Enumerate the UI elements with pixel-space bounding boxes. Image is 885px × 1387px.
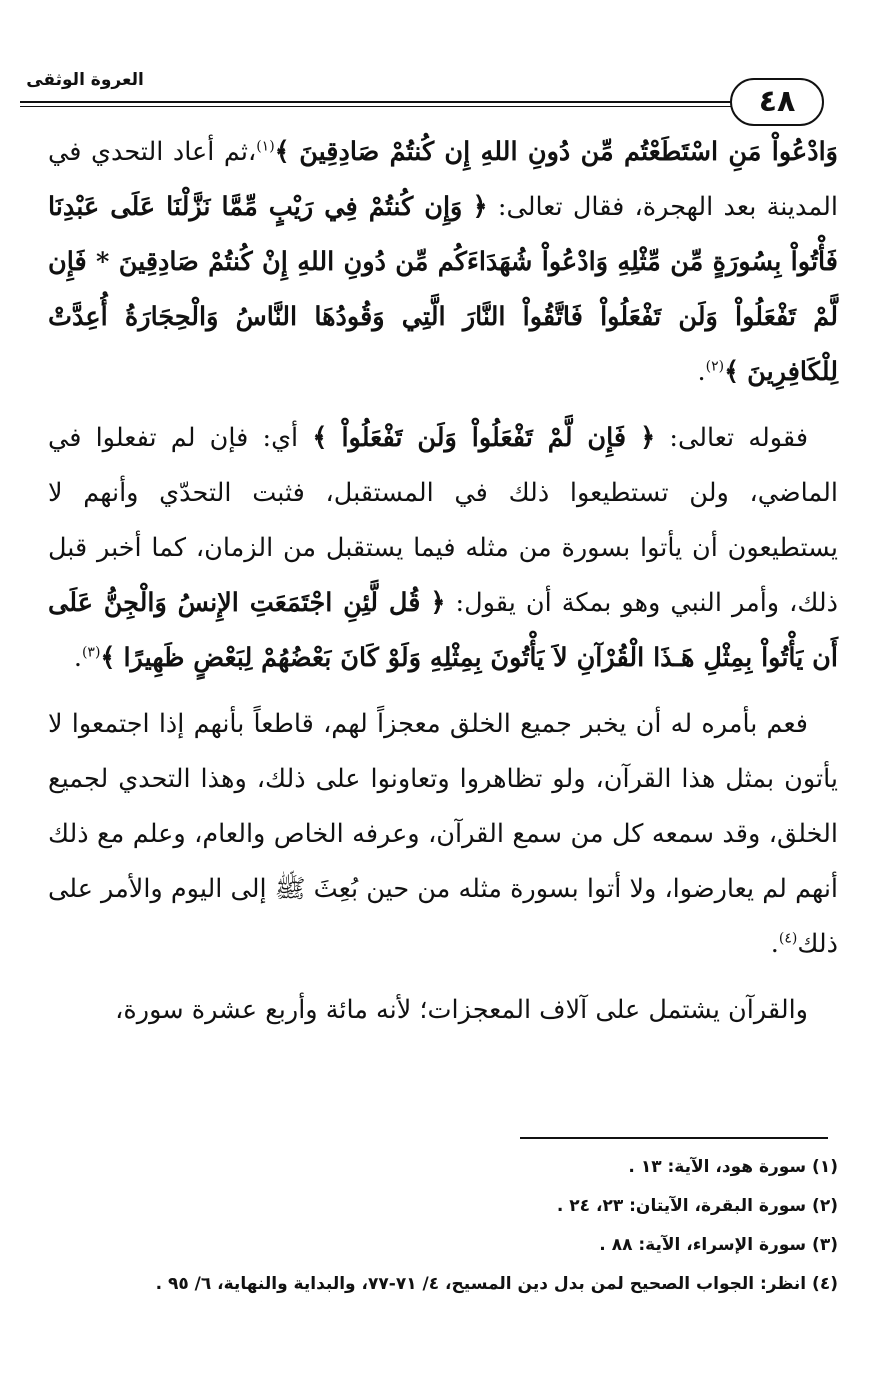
footnote-1: (١) سورة هود، الآية: ١٣ . <box>628 1157 838 1177</box>
sentence-end: . <box>697 357 706 387</box>
open-bracket: ﴿ <box>472 192 488 222</box>
close-bracket: ﴾ <box>100 643 116 673</box>
main-text <box>48 125 838 1049</box>
footnote-ref-1[interactable]: (١) <box>256 138 275 155</box>
sentence-end: . <box>770 929 779 959</box>
footnote-separator <box>520 1137 828 1139</box>
quran-verse: فَإِن لَّمْ تَفْعَلُواْ وَلَن تَفْعَلُواْ <box>341 423 627 453</box>
header-rule-thin <box>20 106 735 107</box>
close-bracket: ﴾ <box>274 137 290 167</box>
paragraph-text: أي: فإن لم تفعلوا في الماضي، ولن تستطيعوا ذلك في المستقبل، فثبت التحدّي وأنهم لا يستطيعون أن يأتوا بسورة من مثله فيما يستقبل من الزمان، كما أخبر قبل ذلك، وأمر النبي وهو بمكة أن يقول: <box>48 423 839 618</box>
close-bracket: ﴾ <box>312 423 328 453</box>
page-number: ٤٨ <box>730 78 824 126</box>
close-bracket: ﴾ <box>724 357 740 387</box>
page-header <box>0 0 885 140</box>
footnote-3: (٣) سورة الإسراء، الآية: ٨٨ . <box>599 1235 838 1255</box>
paragraph-text: والقرآن يشتمل على آلاف المعجزات؛ لأنه مائة وأربع عشرة سورة، <box>115 995 808 1025</box>
open-bracket: ﴿ <box>640 423 656 453</box>
quran-verse: قُل لَّئِنِ اجْتَمَعَتِ الإِنسُ وَالْجِنُّ عَلَى أَن يَأْتُواْ بِمِثْلِ هَـذَا الْقُرْآنِ لاَ يَأْتُونَ بِمِثْلِهِ وَلَوْ كَانَ بَعْضُهُمْ لِبَعْضٍ ظَهِيرًا <box>48 588 838 673</box>
footnote-4: (٤) انظر: الجواب الصحيح لمن بدل دين المسيح، ٤/ ٧١-٧٧، والبداية والنهاية، ٦/ ٩٥ . <box>155 1274 838 1294</box>
paragraph-4 <box>48 983 838 1038</box>
paragraph-text: فقوله تعالى: <box>669 423 809 453</box>
quran-verse: وَادْعُواْ مَنِ اسْتَطَعْتُم مِّن دُونِ اللهِ إِن كُنتُمْ صَادِقِينَ <box>299 137 838 167</box>
header-rule <box>20 101 735 103</box>
paragraph-1 <box>48 125 838 400</box>
paragraph-2 <box>48 411 838 686</box>
paragraph-text: ،ثم أعاد التحدي في المدينة بعد الهجرة، فقال تعالى: <box>48 137 839 222</box>
open-bracket: ﴿ <box>430 588 446 618</box>
footnote-ref-3[interactable]: (٣) <box>81 644 101 661</box>
footnote-2: (٢) سورة البقرة، الآيتان: ٢٣، ٢٤ . <box>556 1196 838 1216</box>
sentence-end: . <box>73 643 82 673</box>
paragraph-text: فعم بأمره له أن يخبر جميع الخلق معجزاً لهم، قاطعاً بأنهم إذا اجتمعوا لا يأتون بمثل هذا القرآن، ولو تظاهروا وتعاونوا على ذلك، وهذا التحدي لجميع الخلق، وقد سمعه كل من سمع القرآن، وعرفه الخاص والعام، وعلم مع ذلك أنهم لم يعارضوا، ولا أتوا بسورة مثله من حين بُعِثَ ﷺ إلى اليوم والأمر على ذلك <box>48 709 838 959</box>
footnotes <box>48 1148 838 1304</box>
quran-verse: وَإِن كُنتُمْ فِي رَيْبٍ مِّمَّا نَزَّلْنَا عَلَى عَبْدِنَا فَأْتُواْ بِسُورَةٍ مِّن مِّثْلِهِ وَادْعُواْ شُهَدَاءَكُم مِّن دُونِ اللهِ إِنْ كُنتُمْ صَادِقِينَ * فَإِن لَّمْ تَفْعَلُواْ وَلَن تَفْعَلُواْ فَاتَّقُواْ النَّارَ الَّتِي وَقُودُهَا النَّاسُ وَالْحِجَارَةُ أُعِدَّتْ لِلْكَافِرِينَ <box>48 192 838 387</box>
footnote-ref-4[interactable]: (٤) <box>778 930 798 947</box>
footnote-ref-2[interactable]: (٢) <box>705 358 725 375</box>
running-title: العروة الوثقى <box>26 70 144 90</box>
paragraph-3 <box>48 697 838 972</box>
